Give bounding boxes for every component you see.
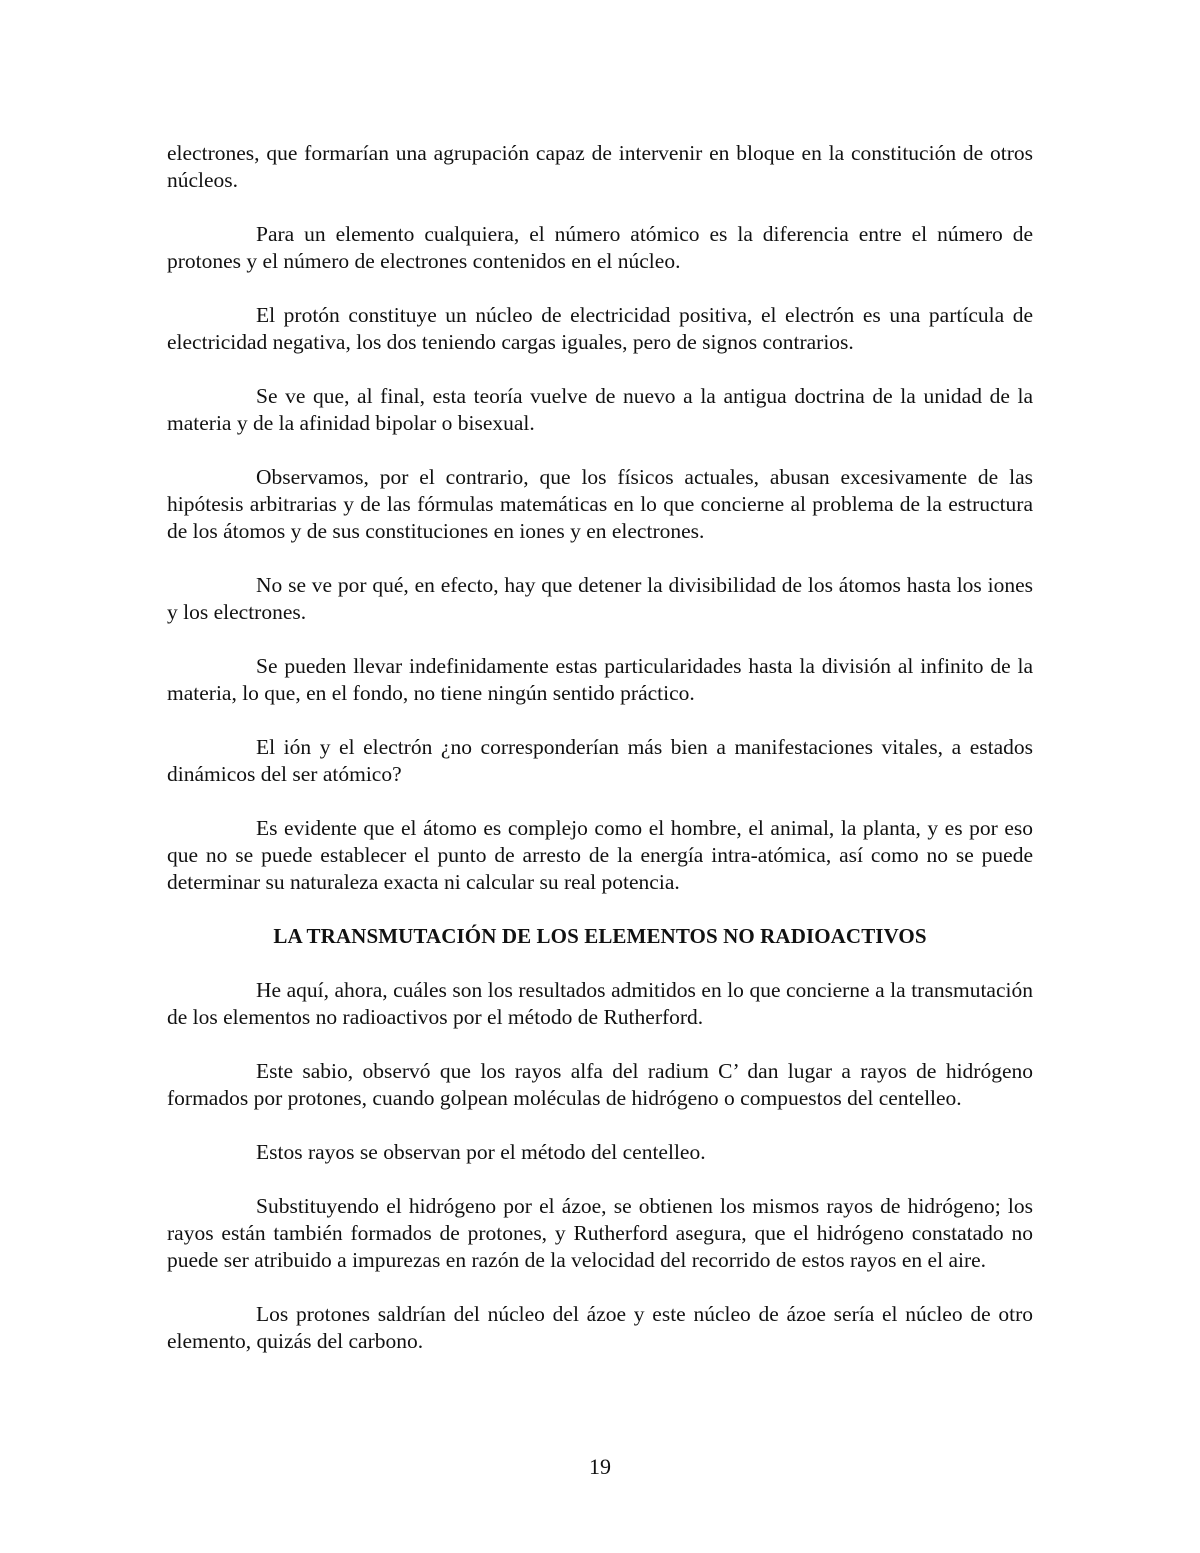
paragraph: He aquí, ahora, cuáles son los resultados admitidos en lo que concierne a la transmutación de los elementos no radioactivos por el método de Rutherford. [167, 978, 1033, 1029]
paragraph: Estos rayos se observan por el método del centelleo. [256, 1140, 706, 1164]
paragraph: Observamos, por el contrario, que los físicos actuales, abusan excesivamente de las hipótesis arbitrarias y de las fórmulas matemáticas en lo que concierne al problema de la estructura de los átomos y de sus constituciones en iones y en electrones. [167, 465, 1033, 543]
section-heading: LA TRANSMUTACIÓN DE LOS ELEMENTOS NO RADIOACTIVOS [273, 924, 927, 948]
paragraph: Este sabio, observó que los rayos alfa del radium C’ dan lugar a rayos de hidrógeno formados por protones, cuando golpean moléculas de hidrógeno o compuestos del centelleo. [167, 1059, 1033, 1110]
page-number: 19 [589, 1454, 611, 1479]
paragraph: No se ve por qué, en efecto, hay que detener la divisibilidad de los átomos hasta los iones y los electrones. [167, 573, 1033, 624]
paragraph: El protón constituye un núcleo de electricidad positiva, el electrón es una partícula de electricidad negativa, los dos teniendo cargas iguales, pero de signos contrarios. [167, 303, 1033, 354]
paragraph: Para un elemento cualquiera, el número atómico es la diferencia entre el número de protones y el número de electrones contenidos en el núcleo. [167, 222, 1033, 273]
paragraph: Se ve que, al final, esta teoría vuelve de nuevo a la antigua doctrina de la unidad de la materia y de la afinidad bipolar o bisexual. [167, 384, 1033, 435]
page-body [167, 140, 1033, 1382]
paragraph: Substituyendo el hidrógeno por el ázoe, se obtienen los mismos rayos de hidrógeno; los rayos están también formados de protones, y Rutherford asegura, que el hidrógeno constatado no puede ser atribuido a impurezas en razón de la velocidad del recorrido de estos rayos en el aire. [167, 1194, 1033, 1272]
paragraph: Se pueden llevar indefinidamente estas particularidades hasta la división al infinito de la materia, lo que, en el fondo, no tiene ningún sentido práctico. [167, 654, 1033, 705]
paragraph: Es evidente que el átomo es complejo como el hombre, el animal, la planta, y es por eso que no se puede establecer el punto de arresto de la energía intra-atómica, así como no se puede determinar su naturaleza exacta ni calcular su real potencia. [167, 816, 1033, 894]
paragraph: Los protones saldrían del núcleo del ázoe y este núcleo de ázoe sería el núcleo de otro elemento, quizás del carbono. [167, 1302, 1033, 1353]
paragraph-continuation: electrones, que formarían una agrupación capaz de intervenir en bloque en la constitución de otros núcleos. [167, 141, 1033, 192]
paragraph: El ión y el electrón ¿no corresponderían más bien a manifestaciones vitales, a estados dinámicos del ser atómico? [167, 735, 1033, 786]
